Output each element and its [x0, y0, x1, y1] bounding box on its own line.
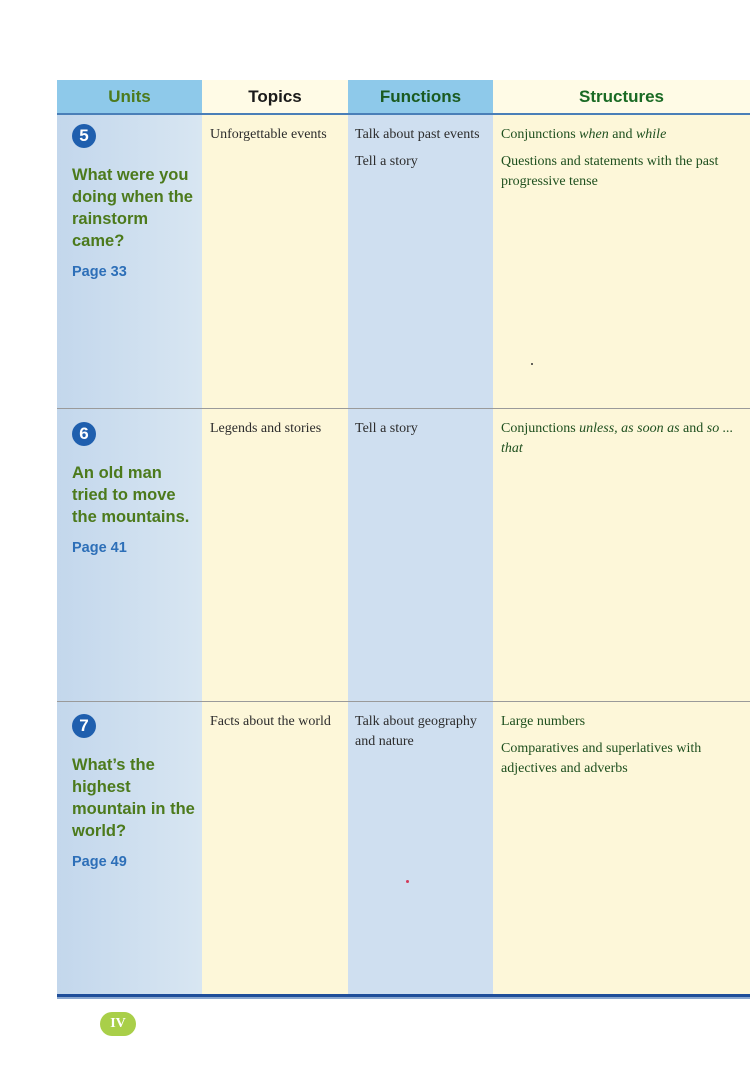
structure-item: Questions and statements with the past progressive tense — [501, 154, 719, 189]
function-item: Talk about past events — [355, 127, 480, 142]
header-structures: Structures — [493, 80, 750, 113]
topic-cell-5 — [210, 125, 348, 145]
functions-cell-6 — [355, 419, 493, 439]
structures-cell-6 — [501, 419, 746, 459]
functions-cell-5 — [355, 125, 493, 172]
unit-number-badge: 5 — [72, 124, 96, 148]
contents-table — [57, 80, 750, 996]
unit-number-badge: 6 — [72, 422, 96, 446]
structures-column — [493, 80, 750, 996]
speck-mark — [406, 880, 409, 883]
unit-cell-5 — [72, 124, 202, 280]
function-item: Tell a story — [355, 421, 418, 436]
topic-text: Unforgettable events — [210, 127, 327, 142]
topic-text: Legends and stories — [210, 421, 322, 436]
table-bottom-shadow — [57, 997, 750, 999]
unit-page-link[interactable]: Page 33 — [72, 264, 127, 280]
structure-item: Conjunctions unless, as soon as and so ... that — [501, 421, 734, 456]
unit-number-badge: 7 — [72, 714, 96, 738]
structure-item: Conjunctions when and while — [501, 127, 667, 142]
unit-title: What’s the highest mountain in the world? — [72, 756, 195, 840]
unit-title: An old man tried to move the mountains. — [72, 464, 190, 526]
row-divider — [57, 701, 750, 702]
page-number-badge: IV — [100, 1012, 136, 1036]
unit-title: What were you doing when the rainstorm came? — [72, 166, 193, 250]
functions-column — [348, 80, 493, 996]
header-topics: Topics — [202, 80, 348, 113]
structure-item: Comparatives and superlatives with adjectives and adverbs — [501, 741, 702, 776]
header-divider — [57, 113, 750, 115]
topic-text: Facts about the world — [210, 714, 331, 729]
unit-cell-7 — [72, 714, 202, 870]
unit-cell-6 — [72, 422, 202, 556]
topic-cell-7 — [210, 712, 348, 732]
row-divider — [57, 408, 750, 409]
header-functions: Functions — [348, 80, 493, 113]
structure-item: Large numbers — [501, 714, 586, 729]
structures-cell-7 — [501, 712, 746, 779]
unit-page-link[interactable]: Page 41 — [72, 540, 127, 556]
structures-cell-5 — [501, 125, 746, 192]
topic-cell-6 — [210, 419, 348, 439]
unit-page-link[interactable]: Page 49 — [72, 854, 127, 870]
function-item: Talk about geography and nature — [355, 714, 477, 749]
functions-cell-7 — [355, 712, 493, 752]
topics-column — [202, 80, 348, 996]
speck-mark — [531, 363, 533, 365]
function-item: Tell a story — [355, 154, 418, 169]
header-units: Units — [57, 80, 202, 113]
